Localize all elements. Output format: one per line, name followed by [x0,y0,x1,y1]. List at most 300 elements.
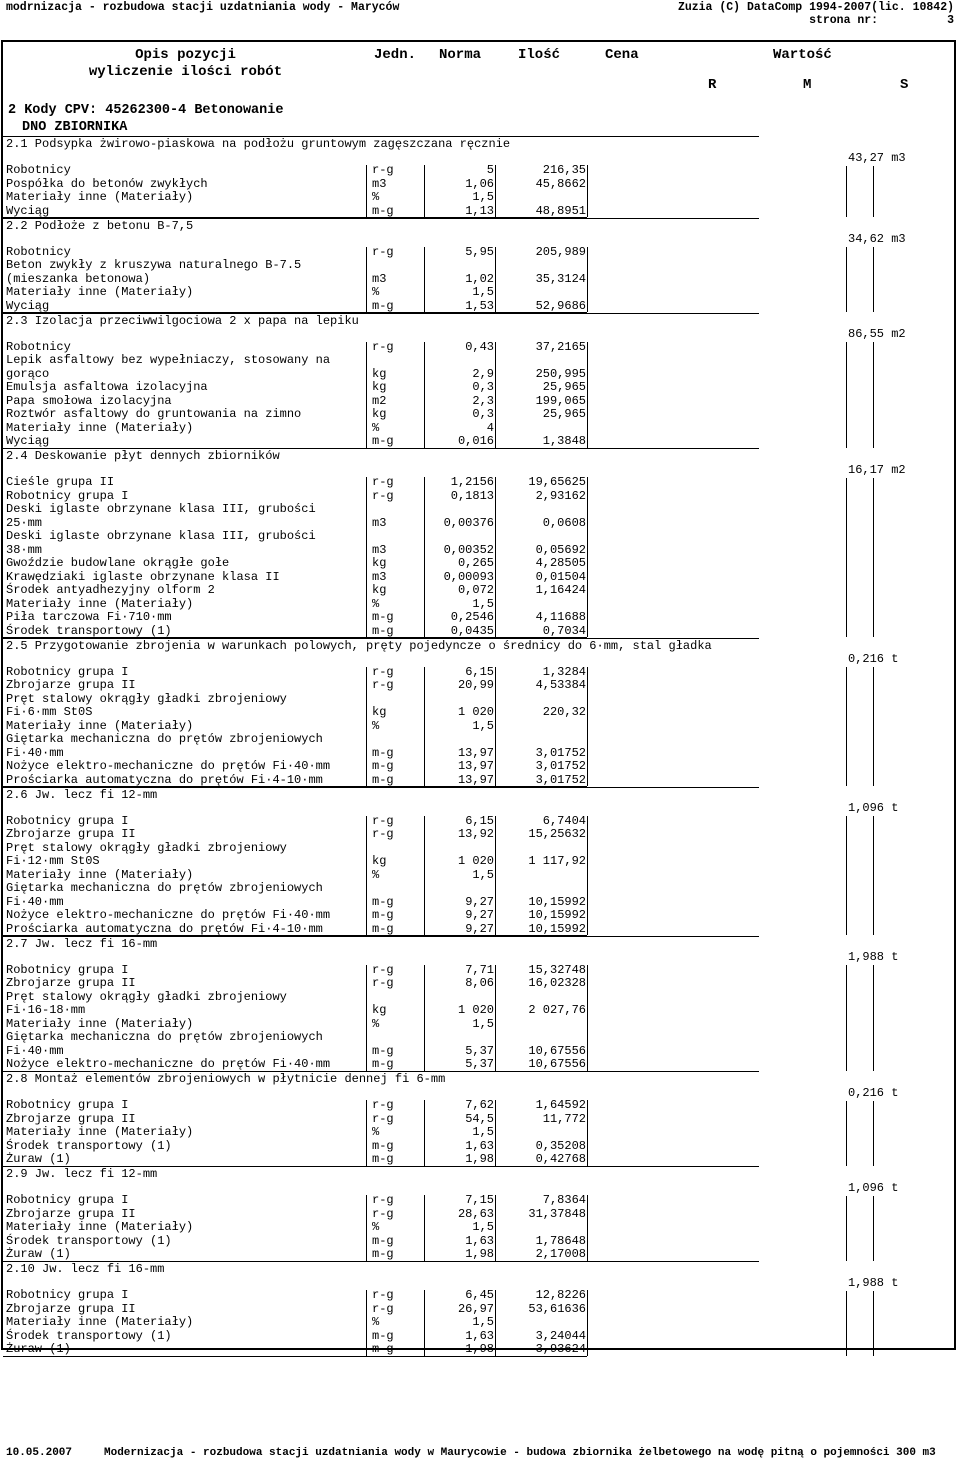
row-description: Nożyce elektro-mechaniczne do prętów Fi·40·mm [6,759,331,773]
row-norma: 0,016 [457,434,494,448]
row-description: Żuraw (1) [6,1152,71,1166]
table-row [6,190,756,204]
row-norma: 5,95 [465,244,494,259]
row-ilosc: 3,01752 [535,745,586,760]
table-row [6,597,756,611]
table-row [6,1057,756,1071]
row-ilosc: 15,32748 [528,962,586,977]
section-title: 2.2 Podłoże z betonu B-7,5 [6,218,194,233]
table-row [6,1247,756,1261]
row-description: Robotnicy [6,244,71,259]
row-ilosc: 10,15992 [528,921,586,936]
row-ilosc: 199,065 [535,393,586,408]
column-opis [3,47,368,81]
column-cena: Cena [605,47,639,63]
row-description: Materiały inne (Materiały) [6,1315,194,1329]
row-description: Materiały inne (Materiały) [6,190,194,204]
row-norma: 6,45 [465,1288,494,1302]
row-description: Prościarka automatyczna do prętów Fi·4-10·mm [6,772,323,787]
row-norma: 0,00093 [443,569,494,584]
section-quantity: 0,216 t [848,1085,899,1100]
table-row [6,489,756,503]
table-row [6,1329,756,1343]
row-norma: 1,98 [465,1152,494,1166]
table-row [6,516,756,530]
row-norma: 1 020 [457,705,494,719]
row-description: Materiały inne (Materiały) [6,1220,194,1234]
row-ilosc: 3,24044 [535,1328,586,1343]
document-title: modrnizacja - rozbudowa stacji uzdatniania wody - Maryców [6,1,400,14]
row-norma: 28,63 [457,1206,494,1221]
row-description: Robotnicy grupa I [6,1098,129,1112]
row-description: Krawędziaki iglaste obrzynane klasa II [6,569,280,584]
row-ilosc: 11,772 [542,1111,586,1126]
column-s: S [900,77,909,93]
table-row [6,976,756,990]
table-row [6,1044,756,1058]
row-description: Pręt stalowy okrągły gładki zbrojeniowy [6,989,287,1004]
row-unit: % [372,718,380,733]
row-description: Lepik asfaltowy bez wypełniaczy, stosowany na [6,353,331,367]
row-unit: % [372,420,380,435]
row-unit: m3 [372,515,387,530]
table-row [6,868,756,882]
column-divider [424,247,425,313]
row-norma: 13,97 [457,772,494,787]
row-ilosc: 19,65625 [528,475,586,489]
column-divider [495,816,496,936]
cost-table [1,40,956,1356]
row-norma: 6,15 [465,813,494,828]
row-unit: r-g [372,678,394,692]
row-norma: 0,1813 [450,488,494,503]
value-divider [873,1291,874,1356]
row-ilosc: 3,01752 [535,759,586,773]
row-description: Materiały inne (Materiały) [6,1016,194,1031]
column-divider [495,477,496,637]
value-divider [873,247,874,312]
row-ilosc: 37,2165 [535,339,586,354]
value-divider [846,342,847,448]
cpv-subtitle: DNO ZBIORNIKA [22,120,128,135]
row-ilosc: 2,17008 [535,1247,586,1261]
row-ilosc: 10,15992 [528,894,586,909]
row-norma: 1,63 [465,1328,494,1343]
value-divider [846,1196,847,1261]
row-unit: % [372,1016,380,1031]
column-m: M [803,77,812,93]
row-ilosc: 0,05692 [535,542,586,557]
row-norma: 5,37 [465,1043,494,1058]
row-unit: % [372,1125,380,1139]
row-ilosc: 1,3284 [542,664,586,679]
row-description: Fi·40·mm [6,745,64,760]
section-quantity: 1,096 t [848,801,899,815]
table-row [6,963,756,977]
section-title: 2.7 Jw. lecz fi 16-mm [6,936,158,951]
row-norma: 1,5 [472,1220,494,1234]
row-unit: r-g [372,962,394,977]
row-unit: m2 [372,393,387,408]
section-quantity: 1,988 t [848,950,899,964]
table-row [6,719,756,733]
section-bottom-line [3,1356,587,1357]
column-divider [424,477,425,637]
table-row [6,1030,756,1044]
row-description: Pręt stalowy okrągły gładki zbrojeniowy [6,691,287,706]
row-ilosc: 15,25632 [528,827,586,841]
row-ilosc: 0,01504 [535,569,586,584]
row-description: Środek transportowy (1) [6,623,172,638]
row-ilosc: 12,8226 [535,1288,586,1302]
row-unit: r-g [372,475,394,489]
section-title: 2.5 Przygotowanie zbrojenia w warunkach polowych, pręty pojedyncze o średnicy do 6·mm, stal gładka [6,638,712,653]
row-unit: kg [372,366,387,381]
column-divider [587,816,588,936]
row-norma: 0,0435 [450,623,494,638]
row-unit: r-g [372,1193,394,1207]
column-divider [587,165,588,217]
column-divider [366,816,367,936]
row-norma: 54,5 [465,1111,494,1126]
column-divider [587,667,588,787]
row-unit: r-g [372,1301,394,1316]
row-unit: r-g [372,664,394,679]
row-unit: kg [372,556,387,570]
column-divider [495,1290,496,1356]
row-ilosc: 6,7404 [542,813,586,828]
row-description: Giętarka mechaniczna do prętów zbrojeniowych [6,732,323,746]
row-description: (mieszanka betonowa) [6,271,151,286]
row-ilosc: 250,995 [535,366,586,381]
row-ilosc: 4,11688 [535,610,586,624]
column-divider [495,165,496,217]
row-description: 25·mm [6,515,43,530]
row-description: Robotnicy grupa I [6,1288,129,1302]
row-norma: 1,5 [472,867,494,882]
row-ilosc: 0,0608 [542,515,586,530]
row-description: Robotnicy grupa I [6,488,129,503]
column-divider [366,667,367,787]
row-description: Zbrojarze grupa II [6,678,136,692]
value-divider [846,478,847,638]
column-divider [366,1100,367,1166]
column-divider [424,667,425,787]
row-unit: kg [372,407,387,421]
row-norma: 8,06 [465,976,494,990]
table-row [6,367,756,381]
table-row [6,759,756,773]
table-row [6,1112,756,1126]
table-row [6,827,756,841]
table-row [6,1288,756,1302]
row-norma: 1,63 [465,1138,494,1153]
software-label: Zuzia (C) DataComp 1994-2007(lic. 10842) [677,1,954,14]
row-norma: 1,5 [472,190,494,204]
row-norma: 1,02 [465,271,494,286]
table-row [6,299,756,313]
row-ilosc: 10,67556 [528,1043,586,1058]
row-norma: 13,92 [457,827,494,841]
row-unit: m-g [372,894,394,909]
table-row [6,272,756,286]
table-row [6,1193,756,1207]
column-divider [495,667,496,787]
row-description: Materiały inne (Materiały) [6,285,194,299]
column-divider [424,1100,425,1166]
row-ilosc: 31,37848 [528,1206,586,1221]
table-row [6,922,756,936]
row-description: Materiały inne (Materiały) [6,596,194,611]
column-divider [424,816,425,936]
column-divider [587,965,588,1071]
row-unit: r-g [372,244,394,259]
row-description: Zbrojarze grupa II [6,827,136,841]
row-description: 38·mm [6,542,43,557]
row-norma: 7,71 [465,962,494,977]
row-unit: % [372,190,380,204]
row-unit: r-g [372,488,394,503]
row-ilosc: 1,78648 [535,1233,586,1248]
table-row [6,1139,756,1153]
table-row [6,678,756,692]
row-norma: 1,98 [465,1342,494,1356]
row-norma: 20,99 [457,678,494,692]
row-unit: m3 [372,542,387,557]
row-unit: r-g [372,827,394,841]
row-description: gorąco [6,366,50,381]
row-description: Nożyce elektro-mechaniczne do prętów Fi·40·mm [6,908,331,922]
row-description: Środek transportowy (1) [6,1328,172,1343]
table-row [6,908,756,922]
row-description: Robotnicy grupa I [6,962,129,977]
table-row [6,610,756,624]
table-row [6,773,756,787]
row-norma: 2,9 [472,366,494,381]
section-quantity: 34,62 m3 [848,232,906,246]
row-description: Fi·40·mm [6,1043,64,1058]
value-divider [873,1101,874,1166]
table-row [6,841,756,855]
table-row [6,434,756,448]
row-unit: m-g [372,745,394,760]
value-divider [873,1196,874,1261]
row-unit: m3 [372,569,387,584]
row-unit: kg [372,854,387,868]
row-description: Wyciąg [6,298,50,313]
table-row [6,895,756,909]
table-row [6,556,756,570]
row-unit: m-g [372,921,394,936]
row-ilosc: 220,32 [542,705,586,719]
row-norma: 0,2546 [450,610,494,624]
section-title: 2.8 Montaż elementów zbrojeniowych w płytnicie dennej fi 6-mm [6,1072,446,1086]
section-title: 2.10 Jw. lecz fi 16-mm [6,1262,165,1276]
row-ilosc: 53,61636 [528,1301,586,1316]
table-row [6,177,756,191]
value-divider [873,478,874,638]
row-ilosc: 7,8364 [542,1193,586,1207]
value-divider [846,166,847,218]
column-divider [366,1290,367,1356]
row-norma: 1,98 [465,1247,494,1261]
row-description: Żuraw (1) [6,1342,71,1356]
row-norma: 6,15 [465,664,494,679]
row-ilosc: 1,64592 [535,1098,586,1112]
row-norma: 1,53 [465,298,494,313]
row-unit: m-g [372,1233,394,1248]
row-norma: 1,5 [472,596,494,611]
column-divider [495,1195,496,1261]
section-quantity: 43,27 m3 [848,150,906,165]
row-unit: m-g [372,1043,394,1058]
row-unit: m-g [372,1138,394,1153]
value-divider [846,816,847,935]
row-ilosc: 45,8662 [535,176,586,191]
table-row [6,1152,756,1166]
column-divider [366,165,367,217]
row-ilosc: 1 117,92 [528,854,586,868]
column-divider [366,965,367,1071]
value-divider [873,342,874,448]
row-ilosc: 35,3124 [535,271,586,286]
row-unit: kg [372,380,387,394]
value-divider [873,667,874,786]
table-row [6,1302,756,1316]
column-divider [366,1195,367,1261]
row-description: Gwoździe budowlane okrągłe gołe [6,556,230,570]
value-divider [873,965,874,1071]
column-wartosc: Wartość [773,47,832,63]
table-row [6,340,756,354]
table-row [6,421,756,435]
row-ilosc: 0,42768 [535,1152,586,1166]
section-quantity: 0,216 t [848,652,899,666]
row-description: Materiały inne (Materiały) [6,718,194,733]
table-row [6,407,756,421]
row-unit: % [372,1220,380,1234]
row-description: Środek antyadhezyjny olform 2 [6,583,215,597]
row-norma: 4 [486,420,494,435]
table-row [6,245,756,259]
table-row [6,1098,756,1112]
table-row [6,1315,756,1329]
table-row [6,285,756,299]
cpv-code-line: 2 Kody CPV: 45262300-4 Betonowanie [8,103,284,118]
value-divider [873,166,874,218]
row-ilosc: 10,15992 [528,908,586,922]
row-unit: m-g [372,759,394,773]
row-norma: 0,43 [465,339,494,354]
table-row [6,624,756,638]
column-divider [587,1290,588,1356]
table-row [6,570,756,584]
table-row [6,204,756,218]
column-norma: Norma [439,47,482,63]
table-row [6,705,756,719]
table-row [6,1125,756,1139]
row-norma: 1,5 [472,718,494,733]
table-row [6,665,756,679]
row-norma: 26,97 [457,1301,494,1316]
row-unit: r-g [372,813,394,828]
table-row [6,1207,756,1221]
row-description: Materiały inne (Materiały) [6,867,194,882]
row-description: Prościarka automatyczna do prętów Fi·4-10·mm [6,921,323,936]
column-divider [587,1195,588,1261]
row-norma: 2,3 [472,393,494,408]
row-norma: 0,072 [457,583,494,597]
row-norma: 13,97 [457,745,494,760]
row-ilosc: 52,9686 [535,298,586,313]
row-norma: 1,13 [465,203,494,218]
table-row [6,502,756,516]
row-unit: m-g [372,1328,394,1343]
row-norma: 1 020 [457,854,494,868]
section-title: 2.6 Jw. lecz fi 12-mm [6,787,158,802]
table-row [6,583,756,597]
table-row [6,475,756,489]
row-norma: 1,5 [472,1315,494,1329]
row-unit: m3 [372,271,387,286]
table-row [6,1220,756,1234]
row-ilosc: 216,35 [542,163,586,177]
column-divider [587,1100,588,1166]
column-opis-line1: Opis pozycji [135,47,236,63]
row-unit: kg [372,705,387,719]
row-ilosc: 10,67556 [528,1057,586,1071]
column-divider [424,165,425,217]
row-unit: m-g [372,298,394,313]
table-row [6,380,756,394]
column-divider [366,247,367,313]
row-ilosc: 3,01752 [535,772,586,787]
value-divider [846,1101,847,1166]
row-unit: m-g [372,1247,394,1261]
row-ilosc: 4,28505 [535,556,586,570]
row-unit: kg [372,1003,387,1017]
row-description: Deski iglaste obrzynane klasa III, grubości [6,502,316,516]
row-description: Wyciąg [6,203,50,218]
row-unit: r-g [372,1206,394,1221]
row-ilosc: 0,35208 [535,1138,586,1153]
value-divider [873,816,874,935]
row-norma: 7,15 [465,1193,494,1207]
column-divider [424,342,425,448]
section-quantity: 16,17 m2 [848,462,906,477]
row-unit: m-g [372,1057,394,1071]
row-description: Cieśle grupa II [6,475,115,489]
row-description: Zbrojarze grupa II [6,1111,136,1126]
cpv-heading [8,102,283,136]
section-title: 2.4 Deskowanie płyt dennych zbiorników [6,449,280,463]
table-row [6,746,756,760]
column-header [3,42,954,98]
column-divider [587,247,588,313]
column-divider [495,1100,496,1166]
row-description: Giętarka mechaniczna do prętów zbrojeniowych [6,881,323,895]
column-divider [366,342,367,448]
section-quantity: 1,988 t [848,1275,899,1290]
value-divider [846,965,847,1071]
column-divider [495,965,496,1071]
column-divider [495,247,496,313]
row-ilosc: 1,3848 [542,434,586,448]
row-unit: m-g [372,203,394,218]
row-unit: m-g [372,772,394,787]
row-unit: m-g [372,623,394,638]
row-unit: % [372,596,380,611]
